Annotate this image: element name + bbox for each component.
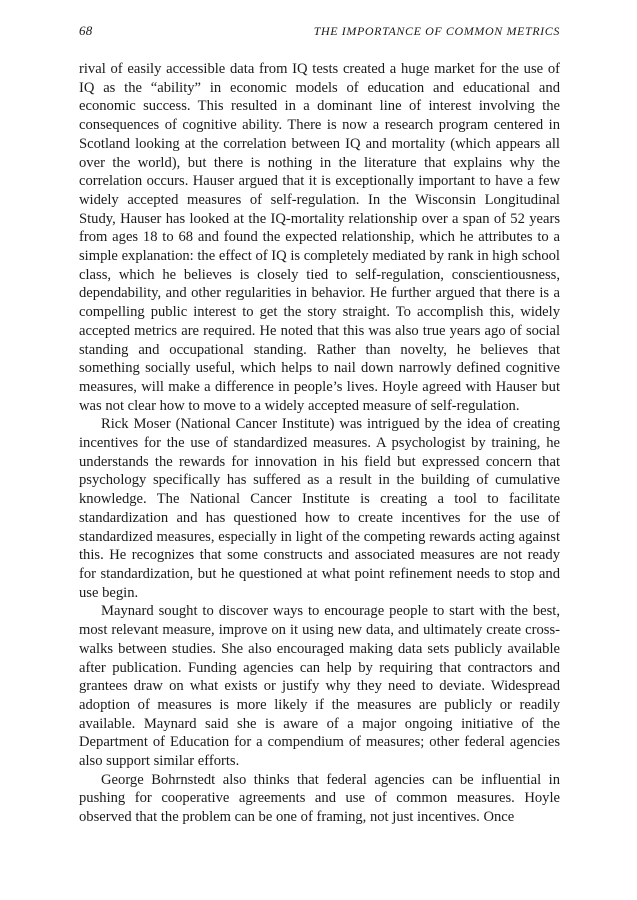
paragraph: Rick Moser (National Cancer Institute) was intrigued by the idea of creating incentives for the use of standardized measures. A psychologist by training, he understands the rewards for innovation in his field but expressed concern that psychology specifically has suffered as a result in the building of cumulative knowledge. The National Cancer Institute is creating a tool to facilitate standardization and has questioned how to create incentives for the use of standardized measures, especially in light of the competing rewards acting against this. He recognizes that some constructs and associated measures are not ready for standardization, but he questioned at what point refinement needs to stop and use begin. bbox=[79, 416, 560, 601]
body-text bbox=[79, 60, 560, 827]
paragraph: rival of easily accessible data from IQ tests created a huge market for the use of IQ as the “ability” in economic models of education and educational and economic success. This resulted in a dominant line of interest involving the consequences of cognitive ability. There is now a research program centered in Scotland looking at the correlation between IQ and mortality (which appears all over the world), but there is nothing in the literature that explains why the correlation occurs. Hauser argued that it is exceptionally important to have a few widely accepted measures of self-regulation. In the Wisconsin Longitudinal Study, Hauser has looked at the IQ-mortality relationship over a span of 52 years from ages 18 to 68 and found the expected relationship, which he attributes to a simple explanation: the effect of IQ is completely mediated by rank in high school class, which he believes is closely tied to self-regulation, conscientiousness, dependability, and other regularities in behavior. He further argued that there is a compelling public interest to get the story straight. To accomplish this, widely accepted metrics are required. He noted that this was also true years ago of social standing and occupational standing. Rather than novelty, he believes that something socially useful, which helps to nail down narrowly defined cognitive measures, will make a difference in people’s lives. Hoyle agreed with Hauser but was not clear how to move to a widely accepted measure of self-regulation. bbox=[79, 61, 560, 414]
paragraph: George Bohrnstedt also thinks that federal agencies can be influential in pushing for cooperative agreements and use of common measures. Hoyle observed that the problem can be one of framing, not just incentives. Once bbox=[79, 771, 560, 826]
running-title: THE IMPORTANCE OF COMMON METRICS bbox=[313, 24, 560, 38]
running-head bbox=[79, 22, 560, 40]
page-number: 68 bbox=[79, 23, 93, 38]
paragraph: Maynard sought to discover ways to encourage people to start with the best, most relevant measure, improve on it using new data, and ultimately create cross-walks between studies. She also encouraged making data sets publicly available after publication. Funding agencies can help by requiring that contractors and grantees draw on what exists or justify why they need to deviate. Widespread adoption of measures is more likely if the measures are publicly or readily available. Maynard said she is aware of a major ongoing initiative of the Department of Education for a compendium of measures; other federal agencies also support similar efforts. bbox=[79, 603, 560, 770]
book-page bbox=[79, 22, 560, 827]
